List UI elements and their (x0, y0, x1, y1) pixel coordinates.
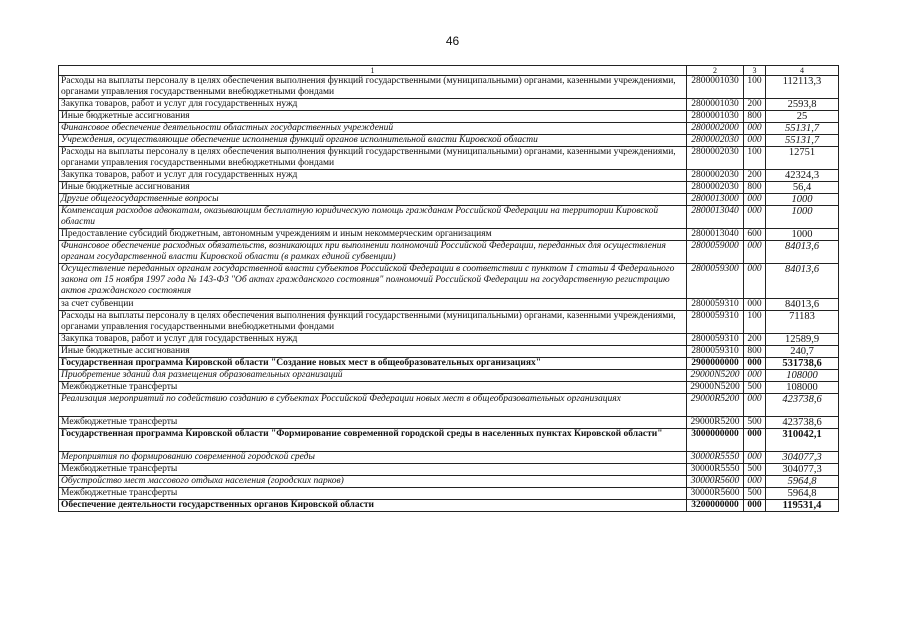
row-amount: 55131,7 (766, 123, 839, 135)
row-name: Приобретение зданий для размещения образовательных организаций (59, 370, 687, 382)
row-code: 2800002030 (687, 170, 744, 182)
row-amount: 12589,9 (766, 334, 839, 346)
row-expense-type: 000 (744, 429, 766, 452)
row-name: Мероприятия по формированию современной городской среды (59, 452, 687, 464)
table-row (59, 500, 839, 512)
table-row (59, 123, 839, 135)
row-amount: 84013,6 (766, 299, 839, 311)
table-row (59, 464, 839, 476)
row-expense-type: 800 (744, 346, 766, 358)
row-code: 2800001030 (687, 111, 744, 123)
row-amount: 108000 (766, 370, 839, 382)
row-expense-type: 000 (744, 194, 766, 206)
row-expense-type: 000 (744, 241, 766, 264)
row-amount: 423738,6 (766, 417, 839, 429)
table-body (59, 76, 839, 512)
row-code: 2800059310 (687, 334, 744, 346)
row-code: 30000R5600 (687, 476, 744, 488)
row-name: Финансовое обеспечение деятельности областных государственных учреждений (59, 123, 687, 135)
row-name: Компенсация расходов адвокатам, оказывающим бесплатную юридическую помощь гражданам Российской Федерации на территории Кировской области (59, 206, 687, 229)
row-name: Закупка товаров, работ и услуг для государственных нужд (59, 170, 687, 182)
row-code: 29000N5200 (687, 370, 744, 382)
table-row (59, 170, 839, 182)
table-row (59, 311, 839, 334)
row-name: Иные бюджетные ассигнования (59, 182, 687, 194)
row-name: Межбюджетные трансферты (59, 417, 687, 429)
row-name: Расходы на выплаты персоналу в целях обеспечения выполнения функций государственными (муниципальными) органами, казенными учреждениями, органами управления государственными внебюджетными фондами (59, 147, 687, 170)
row-amount: 5964,8 (766, 476, 839, 488)
row-amount: 84013,6 (766, 241, 839, 264)
row-amount: 1000 (766, 194, 839, 206)
table-row (59, 334, 839, 346)
row-expense-type: 000 (744, 299, 766, 311)
row-name: Учреждения, осуществляющие обеспечение исполнения функций органов исполнительной власти Кировской области (59, 135, 687, 147)
row-name: Обустройство мест массового отдыха населения (городских парков) (59, 476, 687, 488)
row-amount: 25 (766, 111, 839, 123)
header-col-3: 3 (744, 66, 766, 76)
row-name: Межбюджетные трансферты (59, 382, 687, 394)
row-expense-type: 000 (744, 476, 766, 488)
row-expense-type: 000 (744, 500, 766, 512)
row-expense-type: 100 (744, 76, 766, 99)
row-name: Осуществление переданных органам государственной власти субъектов Российской Федерации в соответствии с пунктом 1 статьи 4 Федерального закона от 15 ноября 1997 года № 143-ФЗ "Об актах гражданского состояния" полномочий Российской Федерации на государственную регистрацию актов гражданского состояния (59, 264, 687, 299)
row-code: 2800059310 (687, 346, 744, 358)
row-amount: 112113,3 (766, 76, 839, 99)
row-code: 2800002000 (687, 123, 744, 135)
table-row (59, 382, 839, 394)
row-code: 29000N5200 (687, 382, 744, 394)
row-code: 29000R5200 (687, 417, 744, 429)
page-number: 46 (445, 34, 460, 48)
table-row (59, 358, 839, 370)
table-row (59, 182, 839, 194)
table-row (59, 370, 839, 382)
row-expense-type: 500 (744, 488, 766, 500)
header-col-4: 4 (766, 66, 839, 76)
row-amount: 12751 (766, 147, 839, 170)
row-amount: 304077,3 (766, 464, 839, 476)
table-row (59, 99, 839, 111)
table-row (59, 135, 839, 147)
row-amount: 1000 (766, 229, 839, 241)
row-code: 30000R5550 (687, 464, 744, 476)
table-header-row (59, 66, 839, 76)
row-name: Государственная программа Кировской области "Формирование современной городской среды в населенных пунктах Кировской области" (59, 429, 687, 452)
row-code: 2800059310 (687, 299, 744, 311)
row-code: 2800059000 (687, 241, 744, 264)
row-amount: 42324,3 (766, 170, 839, 182)
table-row (59, 76, 839, 99)
row-name: Межбюджетные трансферты (59, 464, 687, 476)
table-row (59, 194, 839, 206)
row-code: 2800059310 (687, 311, 744, 334)
row-amount: 108000 (766, 382, 839, 394)
row-code: 30000R5550 (687, 452, 744, 464)
row-expense-type: 600 (744, 229, 766, 241)
row-name: Государственная программа Кировской области "Создание новых мест в общеобразовательных организациях" (59, 358, 687, 370)
row-name: за счет субвенции (59, 299, 687, 311)
row-expense-type: 200 (744, 334, 766, 346)
row-amount: 531738,6 (766, 358, 839, 370)
row-code: 2800013040 (687, 206, 744, 229)
table-row (59, 229, 839, 241)
row-name: Иные бюджетные ассигнования (59, 346, 687, 358)
row-name: Финансовое обеспечение расходных обязательств, возникающих при выполнении полномочий Российской Федерации, переданных для осуществления органам государственной власти Кировской области (в рамках единой субвенции) (59, 241, 687, 264)
row-amount: 56,4 (766, 182, 839, 194)
row-code: 2800059300 (687, 264, 744, 299)
row-code: 2800001030 (687, 99, 744, 111)
row-code: 2800002030 (687, 182, 744, 194)
row-code: 2800002030 (687, 147, 744, 170)
row-amount: 5964,8 (766, 488, 839, 500)
row-expense-type: 000 (744, 358, 766, 370)
row-name: Реализация мероприятий по содействию созданию в субъектах Российской Федерации новых мест в общеобразовательных организациях (59, 394, 687, 417)
row-amount: 423738,6 (766, 394, 839, 417)
row-code: 3000000000 (687, 429, 744, 452)
row-expense-type: 500 (744, 417, 766, 429)
row-amount: 55131,7 (766, 135, 839, 147)
row-name: Иные бюджетные ассигнования (59, 111, 687, 123)
row-name: Межбюджетные трансферты (59, 488, 687, 500)
row-amount: 1000 (766, 206, 839, 229)
row-code: 2800013000 (687, 194, 744, 206)
row-amount: 304077,3 (766, 452, 839, 464)
row-expense-type: 200 (744, 99, 766, 111)
header-col-1: 1 (59, 66, 687, 76)
row-expense-type: 500 (744, 382, 766, 394)
row-name: Закупка товаров, работ и услуг для государственных нужд (59, 99, 687, 111)
row-code: 2800013040 (687, 229, 744, 241)
row-amount: 84013,6 (766, 264, 839, 299)
table-row (59, 264, 839, 299)
row-expense-type: 000 (744, 123, 766, 135)
row-expense-type: 000 (744, 394, 766, 417)
row-expense-type: 800 (744, 111, 766, 123)
row-expense-type: 000 (744, 206, 766, 229)
table-row (59, 111, 839, 123)
row-name: Предоставление субсидий бюджетным, автономным учреждениям и иным некоммерческим организациям (59, 229, 687, 241)
row-expense-type: 100 (744, 147, 766, 170)
row-name: Закупка товаров, работ и услуг для государственных нужд (59, 334, 687, 346)
table-row (59, 206, 839, 229)
row-name: Расходы на выплаты персоналу в целях обеспечения выполнения функций государственными (муниципальными) органами, казенными учреждениями, органами управления государственными внебюджетными фондами (59, 76, 687, 99)
row-code: 29000R5200 (687, 394, 744, 417)
row-amount: 240,7 (766, 346, 839, 358)
row-amount: 71183 (766, 311, 839, 334)
table-row (59, 299, 839, 311)
row-code: 3200000000 (687, 500, 744, 512)
row-expense-type: 000 (744, 370, 766, 382)
row-code: 2900000000 (687, 358, 744, 370)
row-expense-type: 500 (744, 464, 766, 476)
table-row (59, 346, 839, 358)
row-name: Обеспечение деятельности государственных органов Кировской области (59, 500, 687, 512)
row-code: 30000R5600 (687, 488, 744, 500)
table-row (59, 147, 839, 170)
table-row (59, 476, 839, 488)
header-col-2: 2 (687, 66, 744, 76)
row-expense-type: 000 (744, 264, 766, 299)
row-amount: 310042,1 (766, 429, 839, 452)
table-row (59, 452, 839, 464)
row-code: 2800001030 (687, 76, 744, 99)
table-row (59, 417, 839, 429)
row-amount: 119531,4 (766, 500, 839, 512)
budget-table (58, 65, 839, 512)
table-row (59, 488, 839, 500)
row-amount: 2593,8 (766, 99, 839, 111)
row-expense-type: 100 (744, 311, 766, 334)
row-expense-type: 200 (744, 170, 766, 182)
row-expense-type: 000 (744, 452, 766, 464)
row-name: Расходы на выплаты персоналу в целях обеспечения выполнения функций государственными (муниципальными) органами, казенными учреждениями, органами управления государственными внебюджетными фондами (59, 311, 687, 334)
table-row (59, 241, 839, 264)
table-row (59, 394, 839, 417)
table-row (59, 429, 839, 452)
row-expense-type: 000 (744, 135, 766, 147)
row-expense-type: 800 (744, 182, 766, 194)
row-code: 2800002030 (687, 135, 744, 147)
row-name: Другие общегосударственные вопросы (59, 194, 687, 206)
